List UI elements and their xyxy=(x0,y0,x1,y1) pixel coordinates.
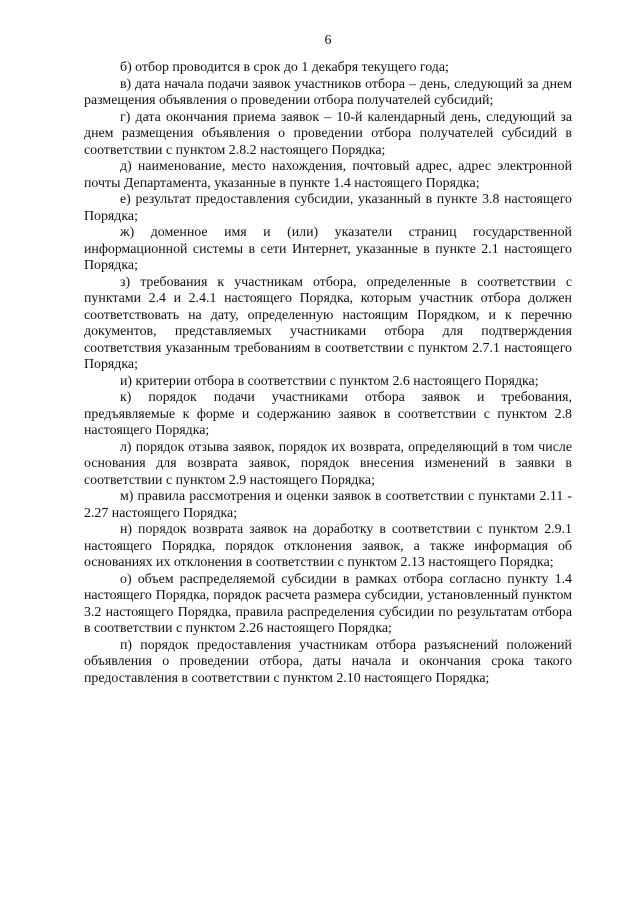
list-item-l: л) порядок отзыва заявок, порядок их возврата, определяющий в том числе основания для возврата заявок, порядок внесения изменений в заявки в соответствии с пунктом 2.9 настоящего Порядка; xyxy=(84,439,572,488)
list-item-m: м) правила рассмотрения и оценки заявок в соответствии с пунктами 2.11 - 2.27 настоящего Порядка; xyxy=(84,489,572,521)
list-item-k: к) порядок подачи участниками отбора заявок и требования, предъявляемые к форме и содержанию заявок в соответствии с пунктом 2.8 настоящего Порядка; xyxy=(84,390,572,438)
list-item-d: д) наименование, место нахождения, почтовый адрес, адрес электронной почты Департамента, указанные в пункте 1.4 настоящего Порядка; xyxy=(84,159,572,191)
list-item-p: п) порядок предоставления участникам отбора разъяснений положений объявления о проведении отбора, даты начала и окончания срока такого предоставления в соответствии с пунктом 2.10 настоящего Порядка; xyxy=(84,637,572,686)
list-item-o: о) объем распределяемой субсидии в рамках отбора согласно пункту 1.4 настоящего Порядка, порядок расчета размера субсидии, установленный пунктом 3.2 настоящего Порядка, правила распределения субсидии по результатам отбора в соответствии с пунктом 2.26 настоящего Порядка; xyxy=(84,571,572,636)
page-number: 6 xyxy=(324,33,332,48)
document-body xyxy=(84,60,572,687)
list-item-b: б) отбор проводится в срок до 1 декабря текущего года; xyxy=(120,60,449,75)
list-item-e: е) результат предоставления субсидии, указанный в пункте 3.8 настоящего Порядка; xyxy=(84,192,572,224)
list-item-i: и) критерии отбора в соответствии с пунктом 2.6 настоящего Порядка; xyxy=(120,373,539,389)
list-item-zh: ж) доменное имя и (или) указатели страниц государственной информационной системы в сети Интернет, указанные в пункте 2.1 настоящего Порядка; xyxy=(84,225,572,273)
list-item-z: з) требования к участникам отбора, определенные в соответствии с пунктами 2.4 и 2.4.1 настоящего Порядка, которым участник отбора должен соответствовать на дату, определенную настоящим Порядком, и к перечню документов, представляемых участниками отбора для подтверждения соответствия указанным требованиям в соответствии с пунктом 2.7.1 настоящего Порядка; xyxy=(84,274,572,372)
list-item-g: г) дата окончания приема заявок – 10-й календарный день, следующий за днем размещения объявления о проведении отбора получателей субсидий в соответствии с пунктом 2.8.2 настоящего Порядка; xyxy=(84,109,572,158)
list-item-n: н) порядок возврата заявок на доработку в соответствии с пунктом 2.9.1 настоящего Порядка, порядок отклонения заявок, а также информация об основаниях их отклонения в соответствии с пунктом 2.13 настоящего Порядка; xyxy=(84,522,572,570)
list-item-v: в) дата начала подачи заявок участников отбора – день, следующий за днем размещения объявления о проведении отбора получателей субсидий; xyxy=(84,76,572,108)
